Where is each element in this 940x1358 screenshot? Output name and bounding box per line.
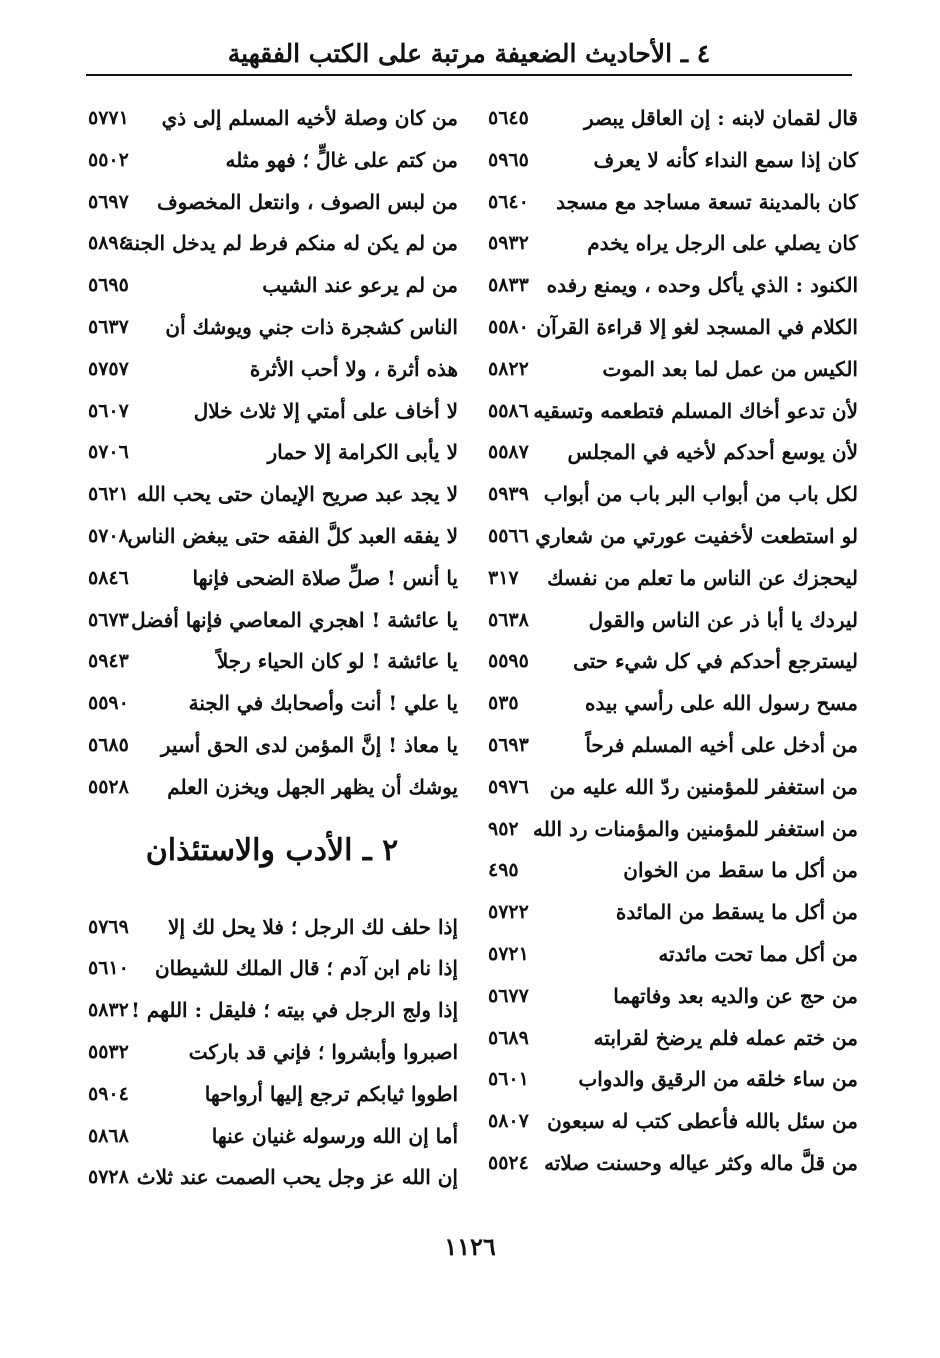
entry-number: ٥٦٩٧ [88,190,129,213]
entry-number: ٥٩٣٩ [488,483,529,506]
entry-text: الكنود : الذي يأكل وحده ، ويمنع رفده [546,273,858,298]
index-entry [86,432,458,474]
index-entry [486,892,858,934]
entry-number: ٥٨٠٧ [488,1110,529,1133]
entry-text: من قلَّ ماله وكثر عياله وحسنت صلاته [544,1150,858,1175]
index-entry [486,850,858,892]
entry-text: يا علي ! أنت وأصحابك في الجنة [188,691,458,716]
index-entry [486,600,858,642]
entry-text: من أدخل على أخيه المسلم فرحاً [585,732,858,757]
index-entry [86,307,458,349]
index-entry [86,558,458,600]
index-entry [86,683,458,725]
index-entry [86,907,458,949]
entry-number: ٥٦١٠ [88,957,129,980]
entry-number: ٥٧٥٧ [88,357,129,380]
entry-text: من ساء خلقه من الرقيق والدواب [578,1067,858,1092]
entry-number: ٥٥٩٥ [488,650,529,673]
index-entry [486,265,858,307]
entry-text: من استغفر للمؤمنين والمؤمنات رد الله [533,816,858,841]
entry-number: ٥٨٤٦ [88,566,129,589]
index-entry [486,1101,858,1143]
index-entry [486,725,858,767]
entry-number: ٥٧٢٨ [88,1166,129,1189]
entry-text: يوشك أن يظهر الجهل ويخزن العلم [167,774,458,799]
entry-text: لا أخاف على أمتي إلا ثلاث خلال [193,398,458,423]
entry-number: ٥٦٤٥ [488,107,529,129]
entry-number: ٥٦٠١ [488,1068,529,1091]
index-entry [86,516,458,558]
index-entry [86,1116,458,1158]
entry-text: لأن تدعو أخاك المسلم فتطعمه وتسقيه [533,398,858,423]
entry-text: قال لقمان لابنه : إن العاقل يبصر [584,106,858,130]
entry-number: ٥٧٦٩ [88,915,129,938]
index-entry [86,1157,458,1199]
entry-text: من ختم عمله فلم يرضخ لقرابته [593,1025,858,1050]
page-number: ١١٢٦ [444,1232,496,1261]
index-entry [86,265,458,307]
index-entry [86,391,458,433]
index-entry [486,349,858,391]
entry-number: ٥٦٧٣ [88,608,129,631]
entry-text: لا يفقه العبد كلَّ الفقه حتى يبغض الناس [127,523,458,548]
entry-number: ٥٥٢٨ [88,775,129,798]
index-entry [486,809,858,851]
section-heading: ٢ ـ الأدب والاستئذان [145,832,399,868]
entry-number: ٥٦٨٩ [488,1026,529,1049]
entry-text: الكلام في المسجد لغو إلا قراءة القرآن [536,314,858,339]
entry-text: ليردك يا أبا ذر عن الناس والقول [588,607,858,632]
index-entry [86,990,458,1032]
index-entry [86,948,458,990]
entry-number: ٥٦٨٥ [88,733,129,756]
index-entry [486,391,858,433]
entry-text: من كان وصلة لأخيه المسلم إلى ذي [161,106,458,130]
entry-text: من كتم على غالٍّ ؛ فهو مثله [225,147,458,172]
index-entry [86,600,458,642]
entry-text: الناس كشجرة ذات جني ويوشك أن [165,314,458,339]
entry-number: ٥٧٢١ [488,942,529,965]
entry-text: من أكل ما سقط من الخوان [623,858,858,883]
index-entry [486,98,858,140]
index-entry [486,976,858,1018]
index-entry [486,140,858,182]
index-entry [86,140,458,182]
left-column-top-list [86,98,458,809]
index-entry [486,934,858,976]
entry-number: ٥٥٨٧ [488,441,529,464]
entry-number: ٥٩٠٤ [88,1082,129,1105]
entry-number: ٥٦٧٧ [488,984,529,1007]
entry-number: ٥٥٢٤ [488,1151,529,1174]
entry-text: هذه أثرة ، ولا أحب الأثرة [249,356,458,381]
entry-text: اطووا ثيابكم ترجع إليها أرواحها [204,1081,458,1106]
entry-number: ٥٨٣٣ [488,274,529,297]
left-column [86,98,458,1199]
entry-text: لو استطعت لأخفيت عورتي من شعاري [535,523,858,548]
entry-text: ليسترجع أحدكم في كل شيء حتى [573,649,858,674]
index-entry [486,558,858,600]
index-entry [86,182,458,224]
entry-text: من حج عن والديه بعد وفاتهما [613,983,858,1008]
entry-text: يا عائشة ! اهجري المعاصي فإنها أفضل [131,607,458,632]
entry-text: مسح رسول الله على رأسي بيده [585,691,858,716]
entry-number: ٥٩٧٦ [488,775,529,798]
index-entry [86,1074,458,1116]
entry-text: كان بالمدينة تسعة مساجد مع مسجد [556,189,858,214]
index-entry [486,1059,858,1101]
entry-number: ٩٥٢ [488,817,519,840]
index-entry [486,474,858,516]
entry-text: من أكل مما تحت مائدته [658,941,858,966]
entry-number: ٥٦٩٥ [88,274,129,297]
index-entry [86,1032,458,1074]
entry-number: ٥٧٧١ [88,107,129,129]
entry-number: ٥٨٦٨ [88,1124,129,1147]
index-entry [486,767,858,809]
entry-number: ٥٧٠٨ [88,524,129,547]
entry-text: إذا حلف لك الرجل ؛ فلا يحل لك إلا [168,914,458,939]
entry-text: ليحجزك عن الناس ما تعلم من نفسك [547,565,858,590]
entry-text: الكيس من عمل لما بعد الموت [602,356,858,381]
entry-text: إذا نام ابن آدم ؛ قال الملك للشيطان [154,956,458,981]
entry-text: لكل باب من أبواب البر باب من أبواب [543,482,858,507]
entry-text: من لم يرعو عند الشيب [262,273,458,298]
entry-text: من سئل بالله فأعطى كتب له سبعون [547,1109,858,1134]
entry-number: ٥٦٩٣ [488,733,529,756]
entry-number: ٥٦٣٨ [488,608,529,631]
index-entry [486,683,858,725]
index-entry [86,641,458,683]
entry-number: ٥٧٢٢ [488,901,529,924]
left-column-bottom-list [86,907,458,1200]
entry-number: ٥٥٠٢ [88,148,129,171]
index-entry [486,182,858,224]
entry-number: ٥٧٠٦ [88,441,129,464]
index-entry [86,98,458,140]
entry-text: يا معاذ ! إنَّ المؤمن لدى الحق أسير [160,732,458,757]
index-entry [86,223,458,265]
entry-number: ٤٩٥ [488,859,519,882]
entry-text: يا عائشة ! لو كان الحياء رجلاً [216,649,458,674]
index-entry [86,725,458,767]
entry-number: ٥٦٣٧ [88,315,129,338]
index-entry [486,432,858,474]
entry-text: لأن يوسع أحدكم لأخيه في المجلس [567,440,858,465]
entry-number: ٥٨٩٤ [88,232,129,255]
entry-text: كان إذا سمع النداء كأنه لا يعرف [593,147,858,172]
entry-number: ٥٦٢١ [88,483,129,506]
running-head: ٤ ـ الأحاديث الضعيفة مرتبة على الكتب الفقهية [227,39,711,68]
right-column [486,98,858,1185]
index-entry [86,349,458,391]
entry-number: ٥٨٣٢ [88,999,129,1022]
index-entry [486,223,858,265]
entry-number: ٥٣٥ [488,692,519,715]
entry-text: إذا ولج الرجل في بيته ؛ فليقل : اللهم ! [131,998,458,1023]
index-entry [486,641,858,683]
entry-number: ٥٦٠٧ [88,399,129,422]
entry-text: من لم يكن له منكم فرط لم يدخل الجنة [123,231,458,256]
header-rule [86,74,852,76]
index-entry [486,1018,858,1060]
index-entry [486,1143,858,1185]
index-entry [486,516,858,558]
index-entry [86,474,458,516]
index-entry [486,307,858,349]
entry-text: من أكل ما يسقط من المائدة [615,900,858,925]
entry-text: اصبروا وأبشروا ؛ فإني قد باركت [188,1039,458,1064]
entry-number: ٥٦٤٠ [488,190,529,213]
entry-number: ٥٩٦٥ [488,148,529,171]
entry-number: ٥٥٨٠ [488,315,529,338]
entry-text: يا أنس ! صلِّ صلاة الضحى فإنها [192,565,458,590]
entry-text: من لبس الصوف ، وانتعل المخصوف [156,189,458,214]
entry-number: ٥٨٢٢ [488,357,529,380]
entry-text: لا يجد عبد صريح الإيمان حتى يحب الله [136,482,458,507]
entry-number: ٥٥٣٢ [88,1040,129,1063]
entry-number: ٥٥٦٦ [488,524,529,547]
entry-text: إن الله عز وجل يحب الصمت عند ثلاث [136,1165,458,1190]
entry-text: من استغفر للمؤمنين ردّ الله عليه من [549,774,858,799]
index-entry [86,767,458,809]
entry-text: أما إن الله ورسوله غنيان عنها [211,1123,458,1148]
entry-number: ٣١٧ [488,566,519,589]
entry-number: ٥٩٣٢ [488,232,529,255]
entry-number: ٥٥٨٦ [488,399,529,422]
entry-text: لا يأبى الكرامة إلا حمار [267,440,458,465]
entry-text: كان يصلي على الرجل يراه يخدم [587,231,858,256]
entry-number: ٥٩٤٣ [88,650,129,673]
entry-number: ٥٥٩٠ [88,692,129,715]
